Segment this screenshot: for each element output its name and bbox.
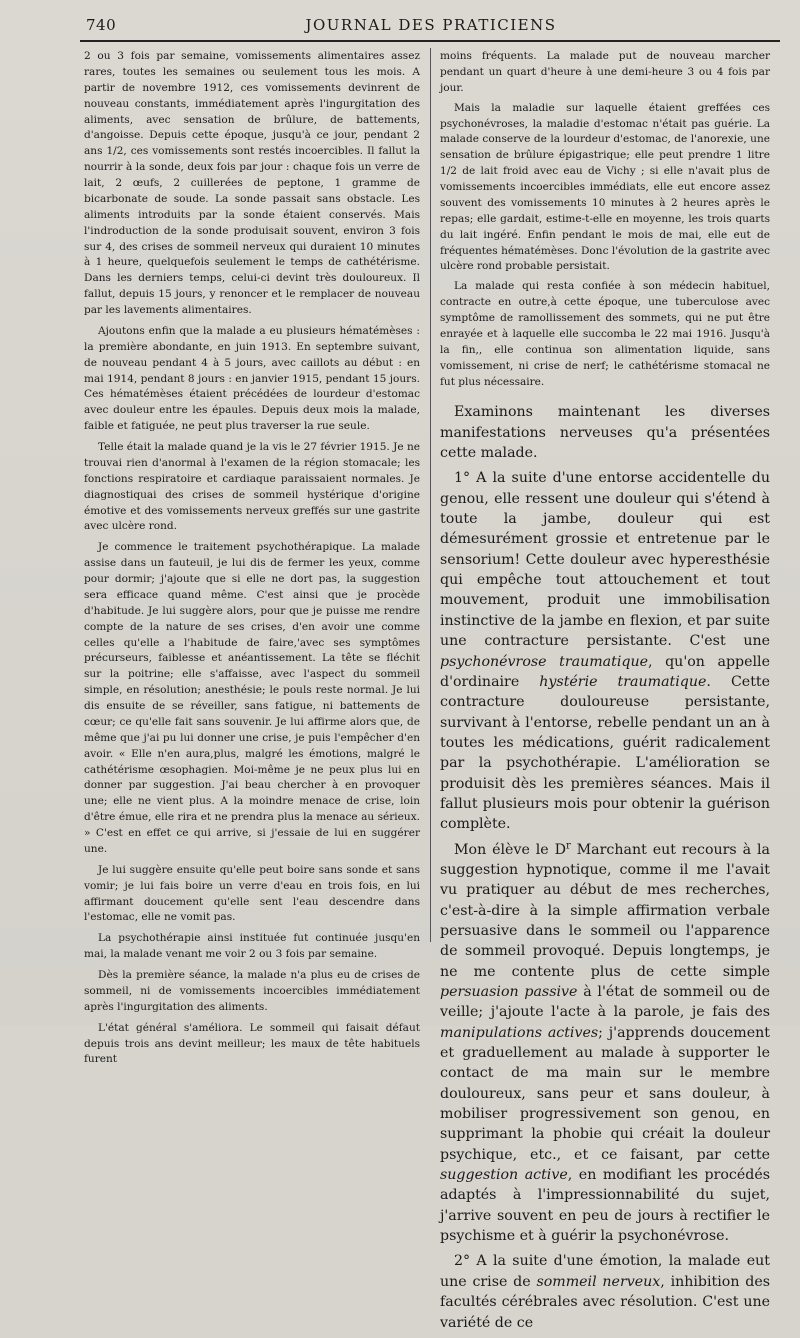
section-intro: Examinons maintenant les diverses manifestations nerveuses qu'a présentées cette malade. <box>440 404 770 462</box>
italic-term: psychonévrose traumatique <box>440 653 648 670</box>
paragraph: Je commence le traitement psychothérapique. La malade assise dans un fauteuil, je lui dis de fermer les yeux, comme pour dormir; j'ajoute que si elle ne dort pas, la suggestion sera efficace quand même. C'est ainsi que je procède d'habitude. Je lui suggère alors, pour que je puisse me rendre compte de la nature de ses crises, d'en avoir une comme celles qu'elle a l'habitude de faire,'avec ses symptômes précurseurs, faiblesse et anéantissement. La tête se fléchit sur la poitrine; elle s'affaisse, avec l'aspect du sommeil simple, en résolution; anesthésie; le pouls reste normal. Je lui dis ensuite de se réveiller, sans fatigue, ni battements de cœur; ce qu'elle fait sans souvenir. Je lui affirme alors que, de même que j'ai pu lui donner une crise, je puis l'empêcher d'en avoir. « Elle n'en aura,plus, malgré les émotions, malgré le cathétérisme œsophagien. Moi-même je ne peux plus lui en donner par suggestion. J'ai beau chercher à en provoquer une; elle ne vient plus. A la moindre menace de crise, loin d'être émue, elle rira et ne prendra plus la menace au sérieux. » C'est en effet ce qui arrive, si j'essaie de lui en suggérer une. <box>84 541 420 855</box>
paragraph: Dès la première séance, la malade n'a plus eu de crises de sommeil, ni de vomissements incoercibles immédiatement après l'ingurgitation des aliments. <box>84 969 420 1013</box>
text-run: , en modifiant les procédés adaptés à l'impressionnabilité du sujet, j'arrive souvent en peu de jours à rectifier le psychisme et à guérir la psychonévrose. <box>440 1167 770 1245</box>
paragraph: Telle était la malade quand je la vis le 27 février 1915. Je ne trouvai rien d'anormal à l'examen de la région stomacale; les fonctions respiratoire et cardiaque paraissaient normales. Je diagnostiquai des crises de sommeil hystérique d'origine émotive et des vomissements nerveux greffés sur une gastrite avec ulcère rond. <box>84 441 420 533</box>
paragraph: 2 ou 3 fois par semaine, vomissements alimentaires assez rares, toutes les semaines ou seulement tous les mois. A partir de novembre 1912, ces vomissements devinrent de nouveau constants, immédiatement après l'ingurgitation des aliments, avec sensation de brûlure, de battements, d'angoisse. Depuis cette époque, jusqu'à ce jour, pendant 2 ans 1/2, ces vomissements sont restés incoercibles. Il fallut la nourrir à la sonde, deux fois par jour : chaque fois un verre de lait, 2 œufs, 2 cuillerées de peptone, 1 gramme de bicarbonate de soude. La sonde passait sans obstacle. Les aliments introduits par la sonde étaient conservés. Mais l'indroduction de la sonde produisait souvent, environ 3 fois sur 4, des crises de sommeil nerveux qui duraient 10 minutes à 1 heure, quelquefois seulement le temps de cathétérisme. Dans les derniers temps, celui-ci devint très douloureux. Il fallut, depuis 15 jours, y renoncer et le remplacer de nouveau par les lavements alimentaires. <box>84 50 420 316</box>
text-run: , inhibition des facultés cérébrales avec résolution. C'est une variété de ce <box>440 1273 770 1331</box>
italic-term: hystérie traumatique <box>539 673 707 690</box>
section-1-continued <box>440 840 770 1247</box>
text-run: . Cette contracture douloureuse persistante, survivant à l'entorse, rebelle pendant un an à toutes les médications, guérit radicalement par la psychothérapie. L'amélioration se produisit dès les premières séances. Mais il fallut plusieurs mois pour obtenir la guérison complète. <box>440 673 770 833</box>
paragraph: La psychothérapie ainsi instituée fut continuée jusqu'en mai, la malade venant me voir 2 ou 3 fois par semaine. <box>84 932 420 961</box>
page-header <box>80 14 782 38</box>
paragraph: La malade qui resta confiée à son médecin habituel, contracte en outre,à cette époque, une tuberculose avec symptôme de ramollissement des sommets, qui ne put être enrayée et à laquelle elle succomba le 22 mai 1916. Jusqu'à la fin,, elle continua son alimentation liquide, sans vomissement, ni crise de nerf; le cathétérisme stomacal ne fut plus nécessaire. <box>440 280 770 388</box>
text-run: Mon élève le D <box>454 841 566 858</box>
column-divider <box>430 48 431 942</box>
text-run: ; j'apprends doucement et graduellement au malade à supporter le contact de ma main sur le membre douloureux, sans peur et sans douleur, à mobiliser progressivement son genou, en supprimant la phobie qui créait la douleur psychique, etc., et ce faisant, par cette <box>440 1024 770 1163</box>
italic-term: persuasion passive <box>440 984 578 1000</box>
section-2 <box>440 1251 770 1332</box>
italic-term: manipulations actives <box>440 1024 599 1041</box>
section-1 <box>440 468 770 834</box>
paragraph: moins fréquents. La malade put de nouveau marcher pendant un quart d'heure à une demi-heure 3 ou 4 fois par jour. <box>440 50 770 94</box>
paragraph: Je lui suggère ensuite qu'elle peut boire sans sonde et sans vomir; je lui fais boire un verre d'eau en trois fois, en lui affirmant doucement qu'elle sent l'eau descendre dans l'estomac, elle ne vomit pas. <box>84 863 420 924</box>
italic-term: suggestion active <box>440 1167 568 1184</box>
journal-title: JOURNAL DES PRATICIENS <box>305 16 557 34</box>
right-column <box>440 49 770 1338</box>
text-run: 1° A la suite d'une entorse accidentelle du genou, elle ressent une douleur qui s'étend à toute la jambe, douleur qui est démesurément grossie et entretenue par le sensorium! Cette douleur avec hyperesthésie qui empêche tout attouchement et tout mouvement, produit une immobilisation instinctive de la jambe en flexion, et par suite une contracture persistante. C'est une <box>440 470 770 650</box>
header-rule <box>80 40 780 42</box>
paragraph: Mais la maladie sur laquelle étaient greffées ces psychonévroses, la maladie d'estomac n'était pas guérie. La malade conserve de la lourdeur d'estomac, de l'anorexie, une sensation de brûlure épigastrique; elle peut prendre 1 litre 1/2 de lait froid avec eau de Vichy ; si elle n'avait plus de vomissements incoercibles immédiats, elle eut encore assez souvent des vomissements 10 minutes à 2 heures après le repas; elle gardait, estime-t-elle en moyenne, les trois quarts du lait ingéré. Enfin pendant le mois de mai, elle eut de fréquentes hématémèses. Donc l'évolution de la gastrite avec ulcère rond probable persistait. <box>440 101 770 273</box>
text-run: 2° A la suite d'une émotion, la malade eut une crise de <box>440 1253 770 1290</box>
text-run: , qu'on appelle d'ordinaire <box>440 653 770 690</box>
superscript: r <box>565 839 571 851</box>
text-run: Marchant eut recours à la suggestion hypnotique, comme il me l'avait vu pratiquer au début de mes recherches, c'est-à-dire à la simple affirmation verbale persuasive dans le sommeil ou l'apparence de sommeil provoqué. Depuis longtemps, je ne me contente plus de cette simple <box>440 841 770 980</box>
left-column <box>84 49 420 1073</box>
page-number: 740 <box>86 16 117 34</box>
paragraph: Ajoutons enfin que la malade a eu plusieurs hématémèses : la première abondante, en juin 1913. En septembre suivant, de nouveau pendant 4 à 5 jours, avec caillots au début : en mai 1914, pendant 8 jours : en janvier 1915, pendant 15 jours. Ces hématémèses étaient précédées de lourdeur d'estomac avec douleur entre les épaules. Depuis deux mois la malade, faible et fatiguée, ne peut plus traverser la rue seule. <box>84 324 420 433</box>
text-run: à l'état de sommeil ou de veille; j'ajoute l'acte à la parole, je fais des <box>440 984 770 1021</box>
paragraph: L'état général s'améliora. Le sommeil qui faisait défaut depuis trois ans devint meilleur; les maux de tête habituels furent <box>84 1021 420 1066</box>
italic-term: sommeil nerveux <box>536 1273 661 1290</box>
